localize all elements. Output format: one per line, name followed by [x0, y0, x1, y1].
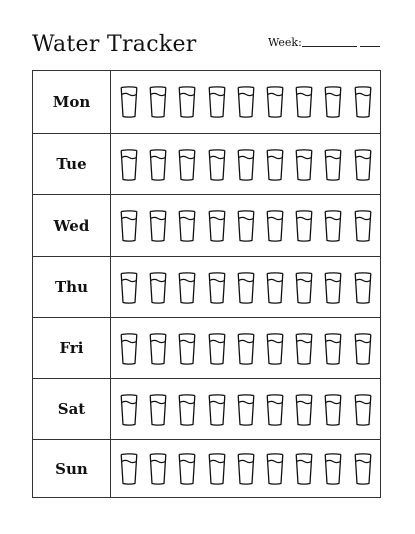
- water-glass-icon[interactable]: [119, 393, 139, 427]
- water-glass-icon[interactable]: [236, 85, 256, 119]
- day-row-tue: [33, 133, 380, 194]
- water-glass-icon[interactable]: [177, 452, 197, 486]
- water-glass-icon[interactable]: [236, 209, 256, 243]
- day-label: Tue: [33, 134, 111, 194]
- day-label: Sat: [33, 379, 111, 439]
- page-title: Water Tracker: [32, 32, 197, 57]
- water-glass-icon[interactable]: [207, 271, 227, 305]
- water-glass-icon[interactable]: [294, 332, 314, 366]
- water-glass-icon[interactable]: [265, 452, 285, 486]
- water-glass-icon[interactable]: [294, 393, 314, 427]
- water-glass-icon[interactable]: [353, 85, 373, 119]
- water-glass-icon[interactable]: [353, 452, 373, 486]
- glass-row: [111, 134, 380, 194]
- water-glass-icon[interactable]: [148, 209, 168, 243]
- water-glass-icon[interactable]: [148, 332, 168, 366]
- week-label: Week:: [268, 36, 302, 49]
- week-input-line-short[interactable]: [360, 46, 380, 47]
- glass-row: [111, 379, 380, 439]
- glass-row: [111, 195, 380, 256]
- water-glass-icon[interactable]: [265, 332, 285, 366]
- water-glass-icon[interactable]: [236, 332, 256, 366]
- day-row-mon: [33, 71, 380, 133]
- water-glass-icon[interactable]: [177, 393, 197, 427]
- glass-row: [111, 440, 380, 497]
- water-glass-icon[interactable]: [119, 148, 139, 182]
- water-glass-icon[interactable]: [236, 452, 256, 486]
- water-glass-icon[interactable]: [353, 271, 373, 305]
- water-glass-icon[interactable]: [148, 452, 168, 486]
- glass-row: [111, 257, 380, 317]
- day-label: Wed: [33, 195, 111, 256]
- water-glass-icon[interactable]: [353, 393, 373, 427]
- water-glass-icon[interactable]: [148, 85, 168, 119]
- water-glass-icon[interactable]: [265, 209, 285, 243]
- water-glass-icon[interactable]: [177, 209, 197, 243]
- water-glass-icon[interactable]: [323, 332, 343, 366]
- water-glass-icon[interactable]: [236, 393, 256, 427]
- day-row-sat: [33, 378, 380, 439]
- water-glass-icon[interactable]: [207, 332, 227, 366]
- water-glass-icon[interactable]: [294, 148, 314, 182]
- water-tracker-table: [32, 70, 381, 498]
- water-glass-icon[interactable]: [294, 271, 314, 305]
- water-glass-icon[interactable]: [353, 332, 373, 366]
- water-glass-icon[interactable]: [207, 393, 227, 427]
- water-glass-icon[interactable]: [265, 393, 285, 427]
- water-glass-icon[interactable]: [294, 85, 314, 119]
- water-glass-icon[interactable]: [148, 148, 168, 182]
- water-glass-icon[interactable]: [323, 271, 343, 305]
- day-row-fri: [33, 317, 380, 378]
- water-glass-icon[interactable]: [323, 452, 343, 486]
- water-glass-icon[interactable]: [119, 271, 139, 305]
- water-glass-icon[interactable]: [265, 85, 285, 119]
- water-glass-icon[interactable]: [177, 271, 197, 305]
- water-glass-icon[interactable]: [207, 148, 227, 182]
- water-glass-icon[interactable]: [353, 209, 373, 243]
- day-row-thu: [33, 256, 380, 317]
- water-glass-icon[interactable]: [323, 85, 343, 119]
- water-glass-icon[interactable]: [323, 148, 343, 182]
- water-glass-icon[interactable]: [119, 85, 139, 119]
- water-glass-icon[interactable]: [207, 209, 227, 243]
- water-glass-icon[interactable]: [294, 452, 314, 486]
- glass-row: [111, 71, 380, 133]
- day-row-sun: [33, 439, 380, 497]
- water-glass-icon[interactable]: [294, 209, 314, 243]
- water-glass-icon[interactable]: [265, 271, 285, 305]
- water-glass-icon[interactable]: [265, 148, 285, 182]
- water-glass-icon[interactable]: [323, 393, 343, 427]
- water-glass-icon[interactable]: [119, 332, 139, 366]
- water-glass-icon[interactable]: [119, 452, 139, 486]
- water-glass-icon[interactable]: [177, 85, 197, 119]
- water-glass-icon[interactable]: [177, 332, 197, 366]
- water-glass-icon[interactable]: [148, 271, 168, 305]
- day-label: Mon: [33, 71, 111, 133]
- week-input-line[interactable]: [302, 46, 357, 47]
- water-glass-icon[interactable]: [207, 85, 227, 119]
- glass-row: [111, 318, 380, 378]
- day-label: Thu: [33, 257, 111, 317]
- water-glass-icon[interactable]: [236, 148, 256, 182]
- day-label: Sun: [33, 440, 111, 497]
- water-glass-icon[interactable]: [148, 393, 168, 427]
- water-glass-icon[interactable]: [207, 452, 227, 486]
- water-glass-icon[interactable]: [119, 209, 139, 243]
- water-glass-icon[interactable]: [236, 271, 256, 305]
- day-label: Fri: [33, 318, 111, 378]
- water-glass-icon[interactable]: [177, 148, 197, 182]
- day-row-wed: [33, 194, 380, 256]
- water-glass-icon[interactable]: [323, 209, 343, 243]
- water-glass-icon[interactable]: [353, 148, 373, 182]
